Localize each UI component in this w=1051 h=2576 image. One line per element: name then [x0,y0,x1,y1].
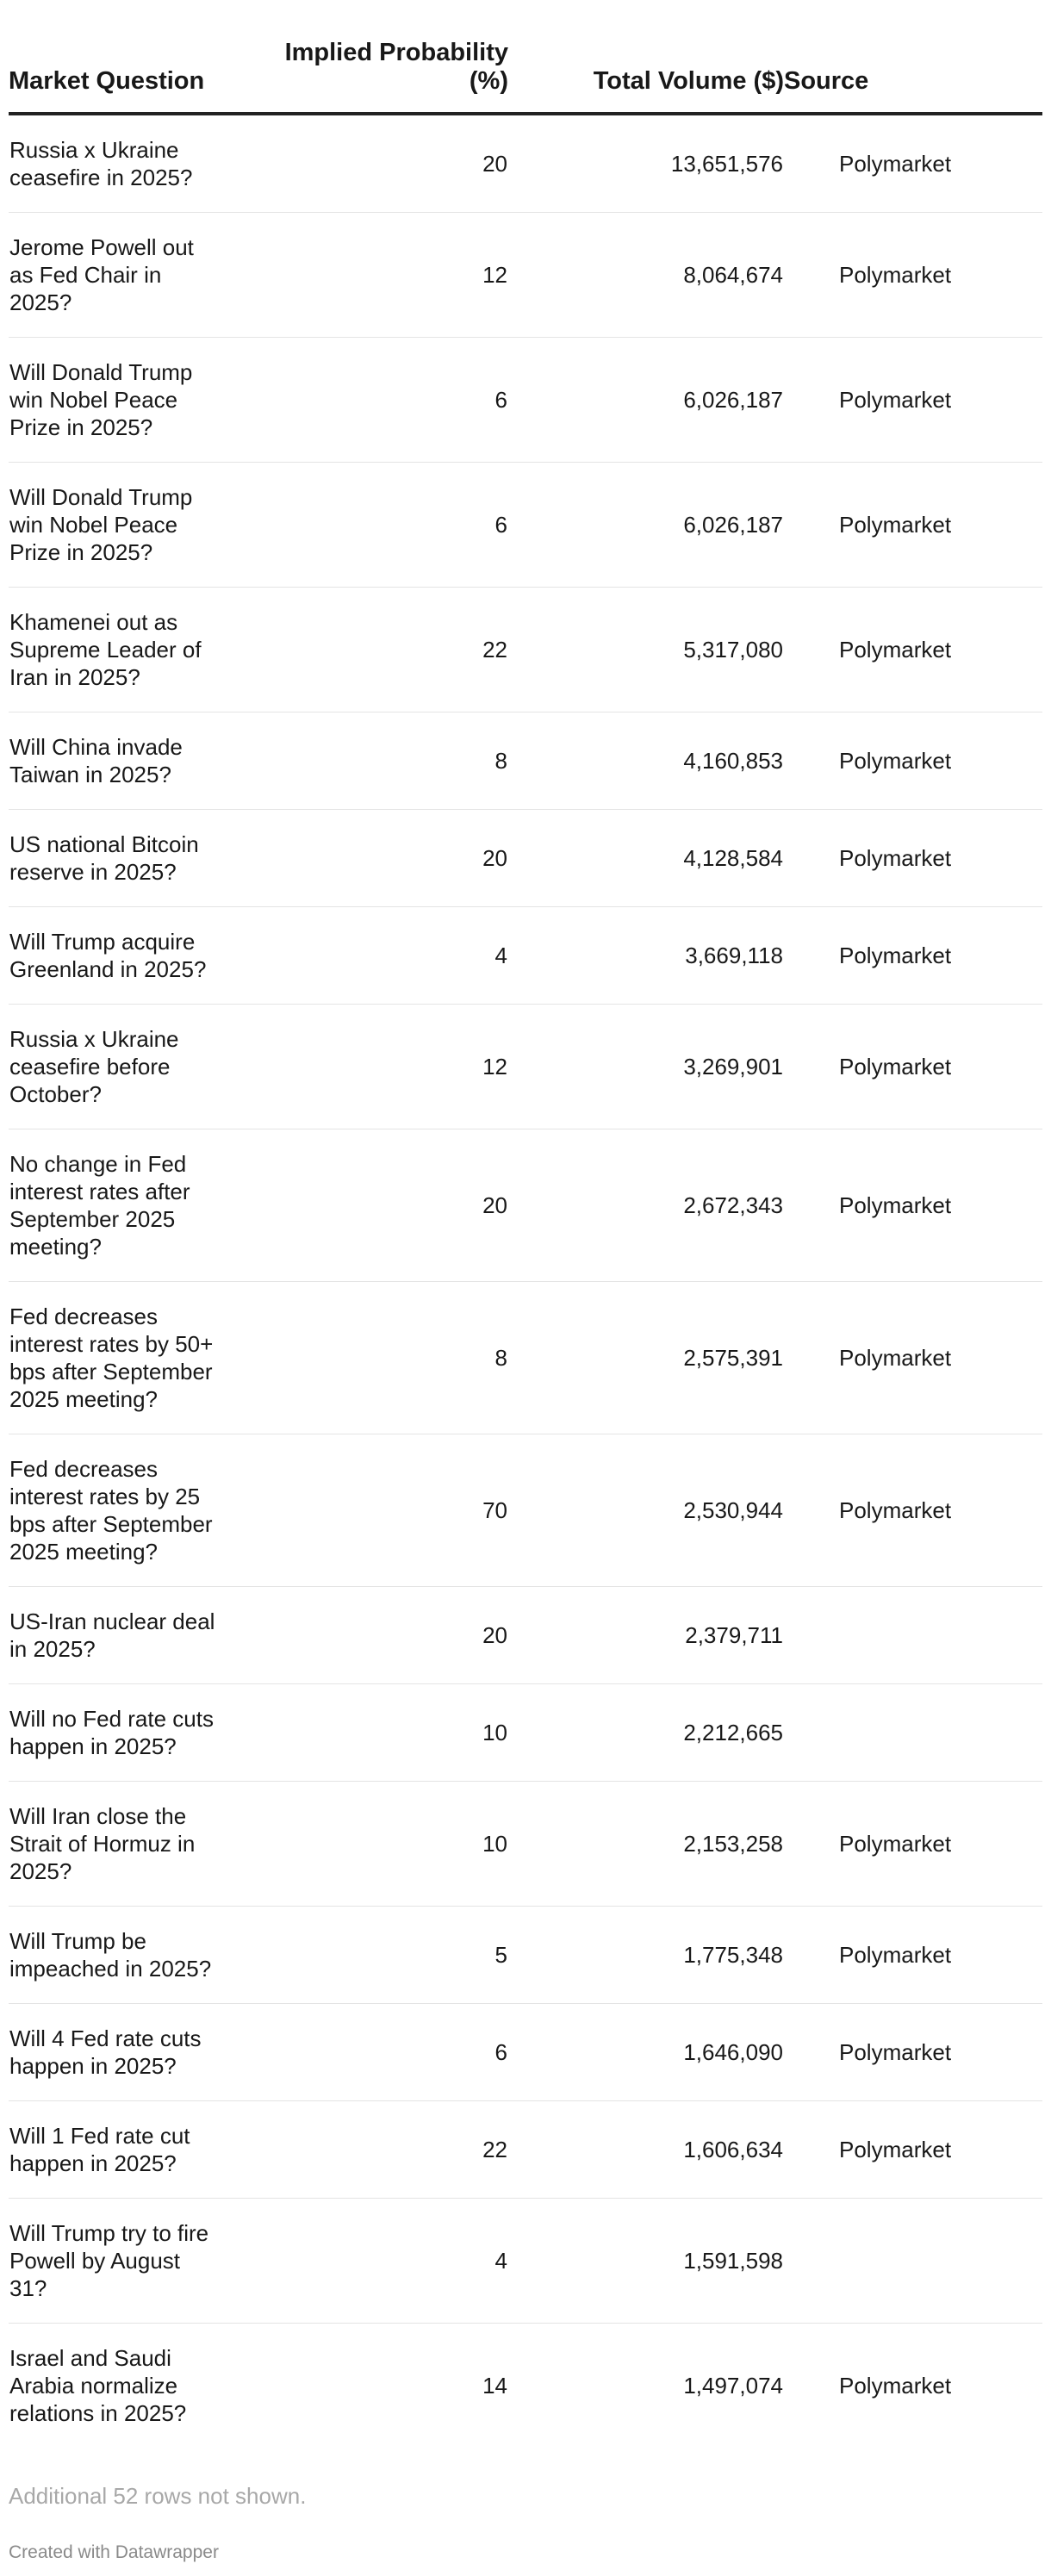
cell-source [784,1587,1042,1684]
cell-source: Polymarket [784,463,1042,588]
cell-market-question: Israel and Saudi Arabia normalize relations in 2025? [9,2345,187,2426]
cell-source [784,2199,1042,2324]
cell-market-question: Will Trump acquire Greenland in 2025? [9,907,215,1005]
table-row [9,1282,1042,1434]
cell-market-question: Russia x Ukraine ceasefire in 2025? [9,114,215,213]
cell-total-volume: 2,153,258 [508,1782,784,1907]
cell-source: Polymarket [784,1129,1042,1282]
header-row [9,0,1042,114]
cell-implied-probability: 70 [215,1434,508,1587]
cell-source: Polymarket [784,907,1042,1005]
table-row [9,1782,1042,1907]
cell-total-volume: 3,269,901 [508,1005,784,1129]
cell-total-volume: 13,651,576 [508,114,784,213]
cell-source: Polymarket [784,1434,1042,1587]
cell-implied-probability: 12 [215,213,508,338]
cell-market-question: Will 4 Fed rate cuts happen in 2025? [9,2004,215,2101]
datawrapper-credit[interactable]: Created with Datawrapper [9,2542,219,2562]
table-row [9,588,1042,712]
cell-source: Polymarket [784,712,1042,810]
cell-total-volume: 4,128,584 [508,810,784,907]
cell-total-volume: 4,160,853 [508,712,784,810]
cell-total-volume: 1,591,598 [508,2199,784,2324]
cell-source: Polymarket [784,2101,1042,2199]
cell-total-volume: 2,672,343 [508,1129,784,1282]
header-implied-probability-label: Implied Probability (%) [284,39,508,95]
table-row [9,1129,1042,1282]
table-row [9,2101,1042,2199]
table-row [9,810,1042,907]
cell-source: Polymarket [784,1782,1042,1907]
cell-total-volume: 8,064,674 [508,213,784,338]
cell-total-volume: 5,317,080 [508,588,784,712]
cell-market-question: Will 1 Fed rate cut happen in 2025? [9,2101,215,2199]
table-row [9,2004,1042,2101]
cell-total-volume: 1,606,634 [508,2101,784,2199]
cell-total-volume: 6,026,187 [508,338,784,463]
table-body [9,114,1042,2448]
cell-source: Polymarket [784,1282,1042,1434]
cell-total-volume: 6,026,187 [508,463,784,588]
header-implied-probability[interactable] [215,0,508,114]
cell-source: Polymarket [784,2004,1042,2101]
table-row [9,2324,1042,2448]
cell-market-question: Fed decreases interest rates by 50+ bps after September 2025 meeting? [9,1282,215,1434]
cell-implied-probability: 8 [215,712,508,810]
cell-implied-probability: 4 [215,907,508,1005]
cell-total-volume: 1,497,074 [683,2373,783,2399]
table-header [9,0,1042,114]
cell-market-question: US national Bitcoin reserve in 2025? [9,810,215,907]
cell-implied-probability: 20 [215,114,508,213]
cell-total-volume: 2,575,391 [508,1282,784,1434]
cell-market-question: Jerome Powell out as Fed Chair in 2025? [9,213,215,338]
cell-implied-probability: 20 [215,1129,508,1282]
cell-market-question: Will China invade Taiwan in 2025? [9,712,215,810]
cell-implied-probability: 14 [482,2373,507,2399]
cell-implied-probability: 12 [215,1005,508,1129]
cell-market-question: Russia x Ukraine ceasefire before October? [9,1005,215,1129]
cell-market-question: Fed decreases interest rates by 25 bps after September 2025 meeting? [9,1434,215,1587]
cell-implied-probability: 6 [215,2004,508,2101]
table-row [9,1684,1042,1782]
table-row [9,114,1042,213]
cell-implied-probability: 10 [215,1684,508,1782]
cell-implied-probability: 22 [215,2101,508,2199]
cell-implied-probability: 6 [215,338,508,463]
table-row [9,213,1042,338]
cell-implied-probability: 10 [215,1782,508,1907]
cell-total-volume: 3,669,118 [508,907,784,1005]
table-row [9,338,1042,463]
header-market-question[interactable]: Market Question [9,0,215,114]
cell-source: Polymarket [784,1907,1042,2004]
table-row [9,1005,1042,1129]
table-row [9,712,1042,810]
cell-implied-probability: 8 [215,1282,508,1434]
cell-market-question: No change in Fed interest rates after September 2025 meeting? [9,1129,215,1282]
cell-market-question: Will Trump try to fire Powell by August 31? [9,2199,215,2324]
cell-total-volume: 2,212,665 [508,1684,784,1782]
table-row [9,463,1042,588]
cell-market-question: Khamenei out as Supreme Leader of Iran in 2025? [9,588,215,712]
cell-market-question: US-Iran nuclear deal in 2025? [9,1587,215,1684]
cell-implied-probability: 6 [215,463,508,588]
table-row [9,907,1042,1005]
cell-source: Polymarket [784,114,1042,213]
cell-implied-probability: 20 [215,1587,508,1684]
cell-market-question: Will Donald Trump win Nobel Peace Prize in 2025? [9,338,215,463]
cell-total-volume: 2,379,711 [508,1587,784,1684]
cell-implied-probability: 5 [215,1907,508,2004]
cell-source: Polymarket [784,213,1042,338]
cell-source: Polymarket [784,588,1042,712]
cell-implied-probability: 22 [215,588,508,712]
cell-implied-probability: 20 [215,810,508,907]
cell-market-question: Will Iran close the Strait of Hormuz in 2025? [9,1782,215,1907]
cell-market-question: Will Trump be impeached in 2025? [9,1907,215,2004]
table-row [9,1434,1042,1587]
cell-source: Polymarket [784,810,1042,907]
header-source[interactable]: Source [784,0,1042,114]
cell-source: Polymarket [784,1005,1042,1129]
table-row [9,1907,1042,2004]
cell-market-question: Will Donald Trump win Nobel Peace Prize in 2025? [9,463,215,588]
rows-not-shown-note: Additional 52 rows not shown. [9,2483,307,2509]
cell-source: Polymarket [784,338,1042,463]
cell-implied-probability: 4 [215,2199,508,2324]
cell-source: Polymarket [839,2373,952,2399]
cell-total-volume: 1,775,348 [508,1907,784,2004]
table-row [9,2199,1042,2324]
header-total-volume[interactable]: Total Volume ($) [508,0,784,114]
market-table [9,0,1042,2448]
cell-market-question: Will no Fed rate cuts happen in 2025? [9,1684,215,1782]
cell-total-volume: 2,530,944 [508,1434,784,1587]
table-row [9,1587,1042,1684]
cell-source [784,1684,1042,1782]
cell-total-volume: 1,646,090 [508,2004,784,2101]
